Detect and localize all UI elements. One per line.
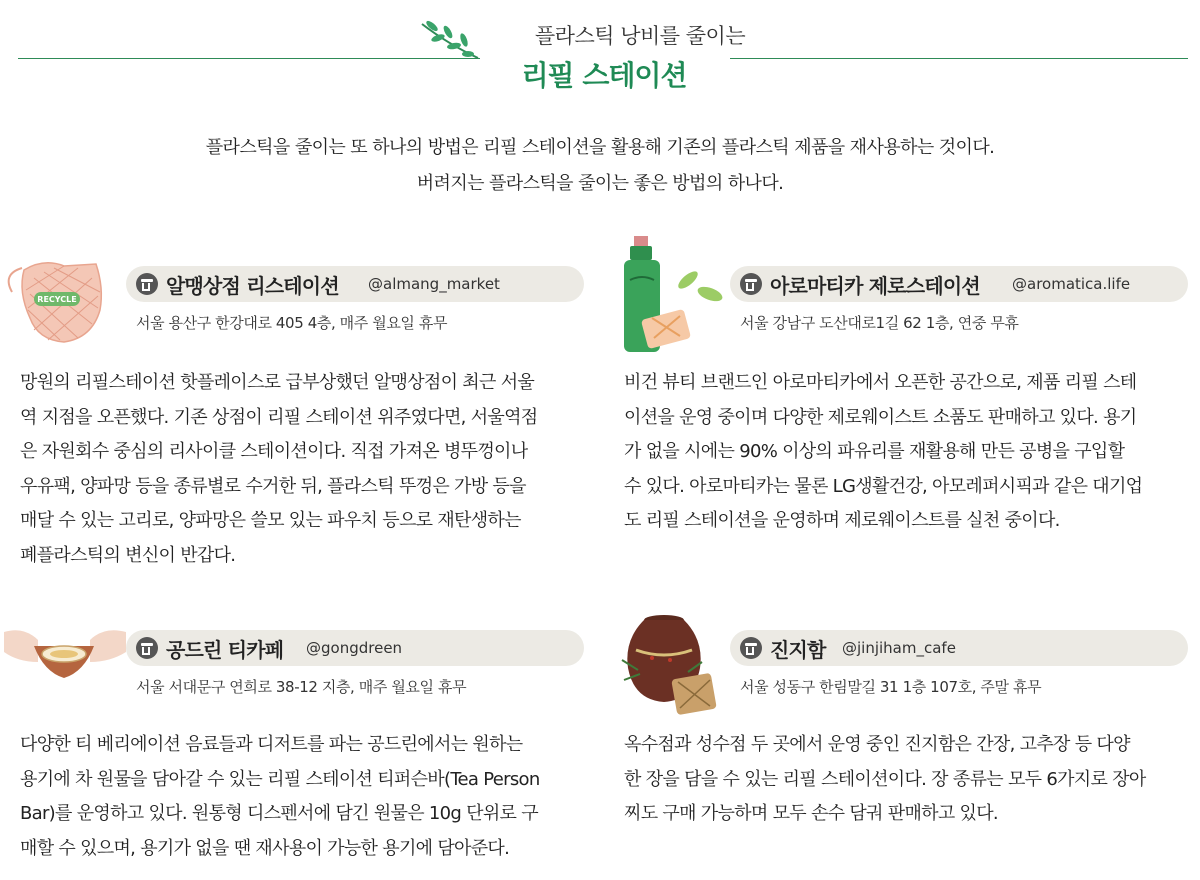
store-handle[interactable]: @gongdreen [306, 639, 403, 657]
desc-line: 가 없을 시에는 90% 이상의 파유리를 재활용해 만든 공병을 구입할 [624, 441, 1125, 462]
bottle-soap-illustration [618, 236, 728, 354]
intro-line-1: 플라스틱을 줄이는 또 하나의 방법은 리필 스테이션을 활용해 기존의 플라스틱 제품을 재사용하는 것이다. [205, 137, 995, 158]
store-header-jinjiham [730, 630, 1188, 666]
desc-line: 역 지점을 오픈했다. 기존 상점이 리필 스테이션 위주였다면, 서울역점 [20, 406, 538, 428]
store-icon [740, 273, 762, 295]
store-header-aromatica [730, 266, 1188, 302]
desc-line: 우유팩, 양파망 등을 종류별로 수거한 뒤, 플라스틱 뚜껑은 가방 등을 [20, 475, 526, 497]
desc-line: 용기에 차 원물을 담아갈 수 있는 리필 스테이션 티퍼슨바(Tea Person [20, 768, 540, 790]
store-icon [136, 637, 158, 659]
desc-line: 폐플라스틱의 변신이 반갑다. [20, 544, 236, 566]
store-name: 공드린 티카페 [166, 638, 284, 662]
store-name: 아로마티카 제로스테이션 [770, 274, 980, 298]
desc-line: 한 장을 담을 수 있는 리필 스테이션이다. 장 종류는 모두 6가지로 장아 [624, 768, 1146, 790]
store-description-almang [20, 366, 584, 573]
store-description-gongdreen [20, 728, 584, 866]
recycle-badge: RECYCLE [37, 295, 77, 304]
store-address: 서울 용산구 한강대로 405 4층, 매주 월요일 휴무 [136, 314, 448, 332]
store-address: 서울 강남구 도산대로1길 62 1층, 연중 무휴 [740, 314, 1019, 332]
page-title: 리필 스테이션 [521, 59, 687, 92]
store-handle[interactable]: @aromatica.life [1012, 275, 1131, 293]
store-icon [136, 273, 158, 295]
desc-line: 매달 수 있는 고리로, 양파망은 쓸모 있는 파우치 등으로 재탄생하는 [20, 510, 521, 531]
store-description-jinjiham [624, 728, 1188, 832]
store-description-aromatica [624, 366, 1188, 539]
store-address: 서울 서대문구 연희로 38-12 지층, 매주 월요일 휴무 [136, 678, 467, 696]
intro-line-2: 버려지는 플라스틱을 줄이는 좋은 방법의 하나다. [416, 173, 784, 194]
store-handle[interactable]: @jinjiham_cafe [842, 639, 956, 657]
desc-line: 이션을 운영 중이며 다양한 제로웨이스트 소품도 판매하고 있다. 용기 [624, 406, 1137, 428]
store-header-almang [126, 266, 584, 302]
store-address: 서울 성동구 한림말길 31 1층 107호, 주말 휴무 [740, 678, 1042, 696]
desc-line: 매할 수 있으며, 용기가 없을 땐 재사용이 가능한 용기에 담아준다. [20, 837, 510, 859]
store-name: 진지함 [770, 638, 826, 662]
desc-line: 비건 뷰티 브랜드인 아로마티카에서 오픈한 공간으로, 제품 리필 스테 [624, 372, 1137, 393]
store-handle[interactable]: @almang_market [368, 275, 500, 293]
desc-line: 옥수점과 성수점 두 곳에서 운영 중인 진지함은 간장, 고추장 등 다양 [624, 734, 1130, 755]
desc-line: 도 리필 스테이션을 운영하며 제로웨이스트를 실천 중이다. [624, 510, 1060, 531]
desc-line: 망원의 리필스테이션 핫플레이스로 급부상했던 알맹상점이 최근 서울 [20, 372, 535, 393]
desc-line: 은 자원회수 중심의 리사이클 스테이션이다. 직접 가져온 병뚜껑이나 [20, 441, 528, 462]
store-icon [740, 637, 762, 659]
store-name: 알맹상점 리스테이션 [166, 274, 339, 298]
jar-illustration [618, 610, 730, 720]
desc-line: Bar)를 운영하고 있다. 원통형 디스펜서에 담긴 원물은 10g 단위로 구 [20, 803, 538, 824]
header-kicker: 플라스틱 낭비를 줄이는 [534, 24, 746, 48]
intro-text [0, 130, 1200, 202]
desc-line: 찌도 구매 가능하며 모두 손수 담궈 판매하고 있다. [624, 803, 998, 824]
store-header-gongdreen [126, 630, 584, 666]
desc-line: 수 있다. 아로마티카는 물론 LG생활건강, 아모레퍼시픽과 같은 대기업 [624, 475, 1143, 497]
desc-line: 다양한 티 베리에이션 음료들과 디저트를 파는 공드린에서는 원하는 [20, 734, 523, 755]
hands-tea-cup-illustration [4, 622, 126, 686]
